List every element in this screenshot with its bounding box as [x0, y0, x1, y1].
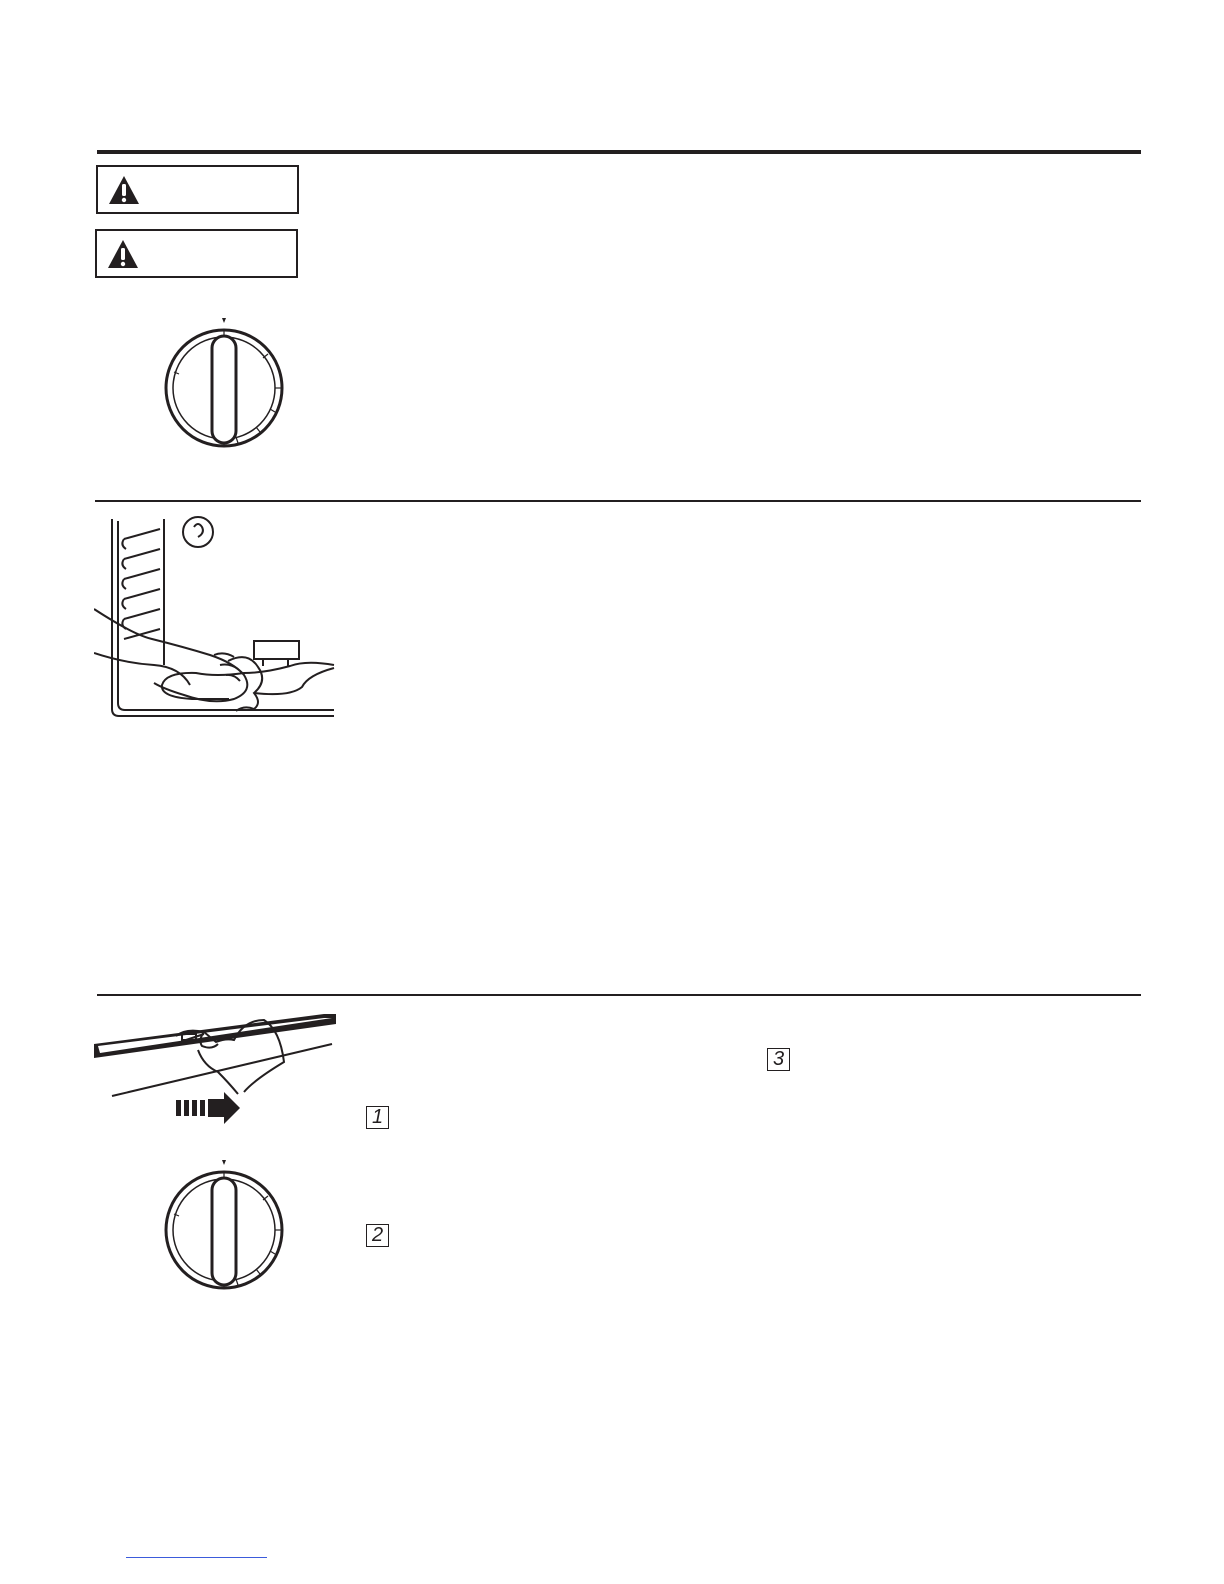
oven-control-knob-icon — [164, 316, 284, 448]
footer-link-underline[interactable] — [126, 1557, 267, 1558]
oven-control-knob-icon — [164, 1158, 284, 1290]
sliding-door-latch-illustration — [94, 1010, 336, 1125]
step-number-3: 3 — [767, 1048, 790, 1071]
warning-triangle-icon — [107, 239, 139, 269]
warning-box — [96, 165, 299, 214]
step-number-1: 1 — [366, 1106, 389, 1129]
warning-triangle-icon — [108, 175, 140, 205]
section-divider-lower — [97, 994, 1141, 996]
wiping-oven-interior-illustration — [94, 515, 336, 721]
section-divider-middle — [95, 500, 1141, 502]
section-divider-top — [97, 150, 1141, 154]
warning-box — [95, 229, 298, 278]
step-number-2: 2 — [366, 1224, 389, 1247]
